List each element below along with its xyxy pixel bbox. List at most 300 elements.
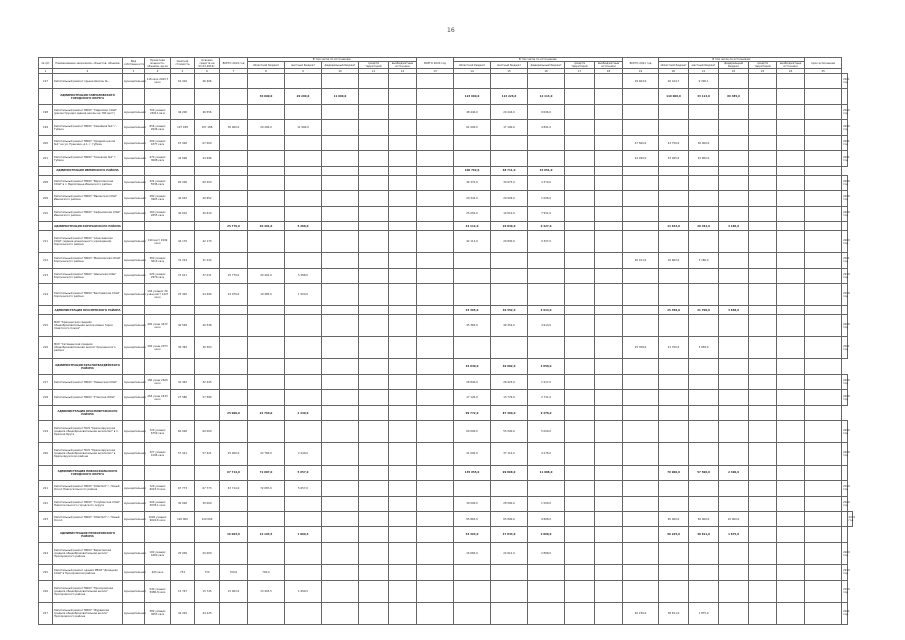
header-src-offbudget: внебюджетные источники	[595, 62, 623, 69]
value-cell: 54 363,0	[454, 527, 491, 542]
value-cell: 9 478,0	[528, 405, 565, 420]
value-cell: 1 500,0	[285, 284, 322, 306]
value-cell	[389, 390, 417, 405]
value-cell	[595, 284, 623, 306]
value-cell	[595, 253, 623, 268]
value-cell	[805, 602, 842, 624]
value-cell	[623, 222, 659, 231]
value-cell: 45 365,0	[454, 315, 491, 337]
value-cell: 21 700,0	[659, 337, 689, 359]
table-row	[39, 512, 853, 527]
value-cell	[777, 222, 805, 231]
header-src-territory: средств территорий	[359, 62, 389, 69]
value-cell	[322, 481, 359, 496]
value-cell: 68 711,0	[491, 166, 528, 175]
value-cell: 1 875,0	[689, 602, 719, 624]
table-row	[39, 580, 853, 602]
object-name: Капитальный ремонт МБОУ "Бехтеевская СОШ" Корочанского района	[53, 284, 123, 306]
object-name: Капитальный ремонт МБОУ "Мелиховская ООШ" Корочанского района	[53, 253, 123, 268]
value-cell	[565, 542, 595, 564]
value-cell	[719, 542, 749, 564]
value-cell	[659, 390, 689, 405]
value-cell	[417, 496, 454, 511]
row-number: 201	[39, 151, 53, 166]
value-cell	[417, 405, 454, 420]
value-cell	[689, 120, 719, 135]
value-cell	[417, 151, 454, 166]
value-cell: 45 040,0	[454, 359, 491, 374]
header-group-2019: В том числе по источникам:	[248, 58, 417, 62]
row-number: 217	[39, 374, 53, 389]
row-deadline: 2021 год	[842, 74, 847, 89]
value-cell	[528, 135, 565, 150]
value-cell	[285, 359, 322, 374]
value-cell	[749, 465, 777, 480]
row-cost: 20 000	[171, 542, 195, 564]
value-cell	[248, 231, 285, 253]
value-cell	[623, 231, 659, 253]
value-cell: 2 868,0	[528, 527, 565, 542]
value-cell	[749, 421, 777, 443]
value-cell	[220, 421, 248, 443]
value-cell	[565, 206, 595, 221]
group-name: АДМИНИСТРАЦИЯ НОВООСКОЛЬСКОГО ГОРОДСКОГО ОКРУГА	[53, 465, 123, 480]
value-cell	[285, 512, 322, 527]
value-cell	[359, 542, 389, 564]
value-cell: 48 440,0	[454, 104, 491, 119]
row-deadline: 2019 год	[842, 580, 847, 602]
row-spent: 15 745	[195, 580, 220, 602]
value-cell	[322, 222, 359, 231]
row-spent: 20 000	[195, 542, 220, 564]
value-cell: 4 913,0	[528, 315, 565, 337]
value-cell	[719, 602, 749, 624]
value-cell	[623, 284, 659, 306]
value-cell: 20 452,0	[689, 222, 719, 231]
value-cell	[777, 151, 805, 166]
table-row	[39, 542, 853, 564]
value-cell	[749, 284, 777, 306]
value-cell	[805, 191, 842, 206]
value-cell	[389, 151, 417, 166]
value-cell	[623, 405, 659, 420]
value-cell	[623, 512, 659, 527]
value-cell: 22 800,0	[689, 151, 719, 166]
value-cell: 1 500,0	[528, 496, 565, 511]
value-cell: 38 811,0	[659, 602, 689, 624]
value-cell	[359, 481, 389, 496]
value-cell	[659, 268, 689, 283]
value-cell: 25 000,0	[220, 405, 248, 420]
value-cell	[595, 135, 623, 150]
value-cell	[359, 166, 389, 175]
value-cell	[359, 135, 389, 150]
row-number: 218	[39, 390, 53, 405]
group-row	[39, 306, 853, 315]
value-cell	[623, 527, 659, 542]
value-cell	[595, 481, 623, 496]
value-cell	[659, 166, 689, 175]
value-cell	[389, 268, 417, 283]
row-capacity	[145, 89, 171, 104]
value-cell	[359, 443, 389, 465]
value-cell	[595, 315, 623, 337]
value-cell	[659, 231, 689, 253]
value-cell	[749, 527, 777, 542]
value-cell	[659, 542, 689, 564]
value-cell	[749, 542, 777, 564]
value-cell	[565, 175, 595, 190]
column-index-cell: 19	[623, 69, 659, 74]
value-cell	[389, 602, 417, 624]
value-cell	[749, 268, 777, 283]
value-cell	[220, 231, 248, 253]
value-cell	[777, 306, 805, 315]
value-cell	[417, 175, 454, 190]
value-cell	[417, 306, 454, 315]
value-cell	[749, 253, 777, 268]
value-cell	[417, 390, 454, 405]
row-capacity	[145, 405, 171, 420]
value-cell	[805, 120, 842, 135]
value-cell	[285, 74, 322, 89]
value-cell	[805, 315, 842, 337]
value-cell	[749, 315, 777, 337]
value-cell	[565, 253, 595, 268]
row-spent: 107 188	[195, 120, 220, 135]
value-cell	[689, 104, 719, 119]
table-row	[39, 120, 853, 135]
page-number: 16	[447, 27, 455, 34]
value-cell	[417, 602, 454, 624]
value-cell	[220, 602, 248, 624]
value-cell	[689, 405, 719, 420]
value-cell	[565, 104, 595, 119]
value-cell: 114 226,0	[491, 89, 528, 104]
object-name: Капитальный ремонт здания МБОУ "Донецкая СОШ" в Прохоровском районе	[53, 565, 123, 580]
value-cell	[322, 542, 359, 564]
value-cell	[285, 104, 322, 119]
table-row	[39, 151, 853, 166]
header-cost: Сметная стоимость	[171, 58, 195, 69]
header-src-territory: средств территорий	[565, 62, 595, 69]
value-cell	[285, 602, 322, 624]
value-cell	[565, 222, 595, 231]
value-cell: 11 988,0	[528, 465, 565, 480]
group-name: АДМИНИСТРАЦИЯ ПРОХОРОВСКОГО РАЙОНА	[53, 527, 123, 542]
value-cell: 25 358,0	[659, 306, 689, 315]
row-type: муниципальная	[123, 151, 145, 166]
value-cell: 4 891,0	[528, 120, 565, 135]
value-cell	[322, 268, 359, 283]
column-index-cell: 10	[322, 69, 359, 74]
value-cell	[359, 268, 389, 283]
value-cell	[359, 527, 389, 542]
object-name: МОУ "Красненская средняя общеобразовательная школа имени Героя Советского Союза"	[53, 315, 123, 337]
value-cell	[842, 527, 847, 542]
row-deadline: 2021 год	[842, 337, 847, 359]
value-cell	[565, 120, 595, 135]
value-cell	[417, 104, 454, 119]
object-name: Капитальный ремонт МОУ "Краснояружская средняя общеобразовательная школа №2" в п. Красная Яруга	[53, 421, 123, 443]
value-cell	[417, 374, 454, 389]
value-cell	[749, 337, 777, 359]
value-cell	[248, 390, 285, 405]
value-cell	[322, 166, 359, 175]
value-cell	[565, 496, 595, 511]
value-cell	[689, 421, 719, 443]
row-type: муниципальная	[123, 580, 145, 602]
row-deadline: 2021 год	[847, 512, 852, 527]
value-cell	[719, 359, 749, 374]
value-cell	[719, 135, 749, 150]
table-body	[39, 74, 856, 625]
row-type: муниципальная	[123, 74, 145, 89]
value-cell	[322, 443, 359, 465]
value-cell	[565, 359, 595, 374]
row-number: 211	[39, 231, 53, 253]
row-deadline: 2021 год	[842, 151, 847, 166]
value-cell	[659, 580, 689, 602]
row-cost: 57 421	[171, 443, 195, 465]
column-index-cell: 23	[749, 69, 777, 74]
row-capacity: 405 кв.м	[145, 565, 171, 580]
value-cell: 25 358,0	[623, 337, 659, 359]
row-spent	[195, 359, 220, 374]
value-cell	[389, 496, 417, 511]
value-cell	[565, 74, 595, 89]
value-cell: 16 660,0	[454, 542, 491, 564]
row-capacity: 200 учащ 2073 кв.м	[145, 337, 171, 359]
value-cell	[248, 421, 285, 443]
value-cell	[417, 512, 454, 527]
row-capacity: 400 учащих 4377 кв.м	[145, 135, 171, 150]
value-cell: 11 900,0	[322, 89, 359, 104]
object-name: Капитальный ремонт МБОУ "Береговская средняя общеобразовательная школа" Прохоровского района	[53, 542, 123, 564]
row-type: муниципальная	[123, 602, 145, 624]
value-cell	[595, 74, 623, 89]
value-cell	[777, 465, 805, 480]
value-cell	[359, 191, 389, 206]
row-capacity	[145, 166, 171, 175]
value-cell	[595, 151, 623, 166]
value-cell	[220, 542, 248, 564]
value-cell	[248, 206, 285, 221]
value-cell	[389, 120, 417, 135]
value-cell	[322, 390, 359, 405]
object-name: МОУ "Сетищенская средняя общеобразовательная школа" Красненского района	[53, 337, 123, 359]
value-cell	[777, 135, 805, 150]
value-cell	[359, 496, 389, 511]
row-cost	[171, 527, 195, 542]
value-cell	[719, 206, 749, 221]
value-cell	[805, 481, 842, 496]
header-row-1	[39, 58, 853, 62]
table-row	[39, 175, 853, 190]
header-src-federal: федеральный бюджет	[719, 62, 749, 69]
value-cell: 28 840,0	[454, 374, 491, 389]
row-capacity: 180 учащ 2620 кв.м	[145, 374, 171, 389]
value-cell	[777, 191, 805, 206]
value-cell	[285, 191, 322, 206]
value-cell	[248, 374, 285, 389]
value-cell: 25 000,0	[220, 443, 248, 465]
value-cell	[417, 481, 454, 496]
value-cell	[565, 565, 595, 580]
value-cell	[777, 89, 805, 104]
value-cell	[285, 542, 322, 564]
object-name: Капитальный ремонт крыши Школы №...	[53, 74, 123, 89]
header-total-2021: ВСЕГО 2021 год	[623, 58, 659, 69]
row-spent: 40 610	[195, 206, 220, 221]
value-cell	[285, 253, 322, 268]
value-cell	[719, 104, 749, 119]
value-cell: 57 500,0	[689, 465, 719, 480]
value-cell: 5 288,0	[285, 222, 322, 231]
row-capacity: 656 учащих 2946 кв.м	[145, 120, 171, 135]
row-cost: 32 445	[171, 374, 195, 389]
group-row	[39, 89, 853, 104]
value-cell: 79 900,0	[659, 465, 689, 480]
value-cell	[417, 359, 454, 374]
row-spent: 60 200	[195, 175, 220, 190]
value-cell	[248, 315, 285, 337]
value-cell: 700,0	[220, 565, 248, 580]
value-cell	[528, 284, 565, 306]
value-cell	[623, 359, 659, 374]
value-cell	[659, 374, 689, 389]
value-cell	[220, 104, 248, 119]
row-cost: 42 170	[171, 231, 195, 253]
row-number: 210	[39, 206, 53, 221]
value-cell	[689, 166, 719, 175]
value-cell	[491, 580, 528, 602]
value-cell: 50 225,0	[659, 527, 689, 542]
value-cell	[491, 74, 528, 89]
row-number: 219	[39, 421, 53, 443]
row-type: муниципальная	[123, 191, 145, 206]
value-cell	[491, 253, 528, 268]
row-type: муниципальная	[123, 135, 145, 150]
value-cell	[322, 135, 359, 150]
value-cell	[359, 231, 389, 253]
value-cell	[220, 337, 248, 359]
value-cell	[659, 565, 689, 580]
value-cell	[565, 602, 595, 624]
value-cell	[805, 206, 842, 221]
value-cell	[842, 465, 847, 480]
value-cell	[777, 206, 805, 221]
table-row	[39, 565, 853, 580]
row-spent: 46 406	[195, 74, 220, 89]
value-cell	[689, 206, 719, 221]
row-cost: 67 000	[171, 135, 195, 150]
value-cell: 40 982,0	[491, 359, 528, 374]
group-name: АДМИНИСТРАЦИЯ ГАВРИЛОВСКОГО ГОРОДСКОГО ОКРУГА	[53, 89, 123, 104]
row-deadline: 2019 год	[842, 268, 847, 283]
value-cell: 99 772,0	[454, 405, 491, 420]
value-cell	[595, 206, 623, 221]
value-cell	[248, 602, 285, 624]
row-spent: 40 652	[195, 191, 220, 206]
row-number	[39, 306, 53, 315]
value-cell	[359, 315, 389, 337]
header-src-offbudget: внебюджетные источники	[389, 62, 417, 69]
value-cell	[595, 390, 623, 405]
value-cell	[595, 542, 623, 564]
value-cell	[528, 602, 565, 624]
value-cell	[417, 527, 454, 542]
value-cell	[220, 315, 248, 337]
value-cell	[749, 206, 777, 221]
value-cell	[389, 74, 417, 89]
row-deadline: 2020 год	[842, 231, 847, 253]
value-cell	[719, 253, 749, 268]
value-cell	[528, 74, 565, 89]
value-cell	[659, 191, 689, 206]
value-cell	[595, 231, 623, 253]
header-src-regional: областной бюджет	[660, 63, 687, 67]
value-cell	[565, 443, 595, 465]
value-cell	[454, 151, 491, 166]
row-deadline: 2020 год	[842, 104, 847, 119]
value-cell	[623, 268, 659, 283]
value-cell	[777, 512, 805, 527]
value-cell	[322, 405, 359, 420]
object-name: Капитальный ремонт МБОУ "Сафоновская СОШ" Ивнянского района	[53, 206, 123, 221]
value-cell	[777, 496, 805, 511]
row-capacity: 264 учащ 2433 кв.м	[145, 390, 171, 405]
value-cell	[359, 374, 389, 389]
investment-table	[38, 57, 856, 625]
value-cell: 41 000,0	[454, 443, 491, 465]
value-cell	[777, 565, 805, 580]
value-cell	[285, 565, 322, 580]
value-cell	[359, 337, 389, 359]
group-name: АДМИНИСТРАЦИЯ КРАСНЕНСКОГО РАЙОНА	[53, 306, 123, 315]
value-cell	[285, 151, 322, 166]
value-cell: 65 000,0	[659, 512, 689, 527]
value-cell	[389, 359, 417, 374]
value-cell	[359, 284, 389, 306]
value-cell: 20 200,0	[248, 120, 285, 135]
value-cell: 20 164,7	[659, 74, 689, 89]
row-number: 225	[39, 565, 53, 580]
row-deadline: 2020 год	[842, 191, 847, 206]
value-cell	[595, 191, 623, 206]
row-number: 224	[39, 542, 53, 564]
value-cell: 12 114,0	[528, 89, 565, 104]
value-cell	[623, 443, 659, 465]
row-spent: 44 225	[195, 602, 220, 624]
value-cell	[248, 306, 285, 315]
value-cell	[595, 268, 623, 283]
value-cell	[777, 284, 805, 306]
group-name: АДМИНИСТРАЦИЯ КОРОЧАНСКОГО РАЙОНА	[53, 222, 123, 231]
value-cell	[322, 337, 359, 359]
value-cell: 72 087,0	[248, 481, 285, 496]
row-cost: 40 610	[171, 206, 195, 221]
value-cell	[322, 374, 359, 389]
value-cell: 55 000,0	[491, 421, 528, 443]
value-cell	[805, 359, 842, 374]
value-cell	[805, 565, 842, 580]
value-cell	[285, 175, 322, 190]
value-cell	[285, 166, 322, 175]
row-cost: 44 696	[171, 151, 195, 166]
value-cell: 9 868,0	[528, 512, 565, 527]
row-capacity: 100 учащих 1660 кв.м	[145, 542, 171, 564]
